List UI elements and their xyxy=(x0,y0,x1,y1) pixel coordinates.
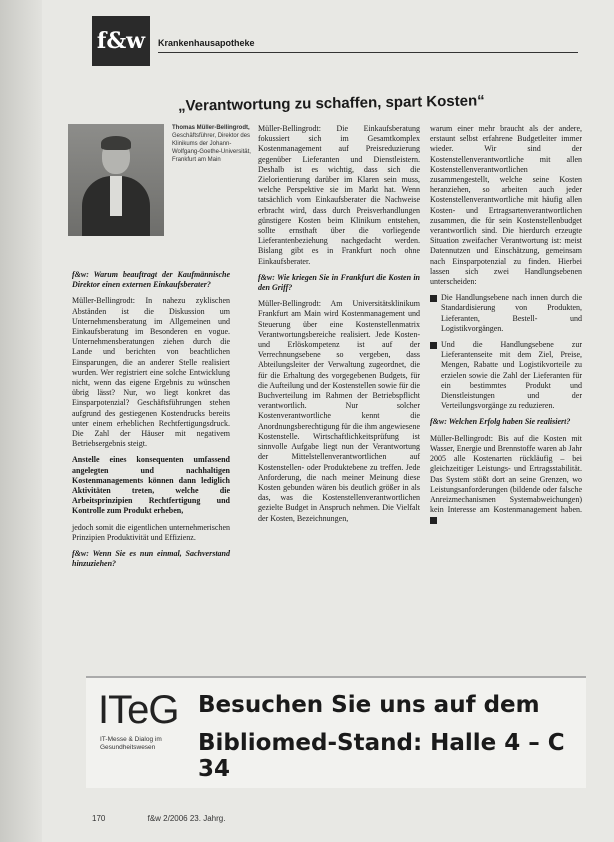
end-mark-icon xyxy=(430,517,437,524)
bullet-square-icon xyxy=(430,342,437,349)
header-rule xyxy=(158,52,578,53)
photo-caption xyxy=(172,124,254,164)
bullet-item-1: Die Handlungsebene nach innen durch die Standardisierung von Produkten, Lieferanten, Bestell- und Logistikvorgängen. xyxy=(430,293,582,334)
ad-headline-1: Besuchen Sie uns auf dem xyxy=(198,692,540,718)
ad-headline-2: Bibliomed-Stand: Halle 4 – C 34 xyxy=(198,730,565,782)
issue-info: f&w 2/2006 23. Jahrg. xyxy=(147,814,226,823)
question-4: f&w: Welchen Erfolg haben Sie realisiert? xyxy=(430,417,571,427)
caption-role: Geschäftsführer, Direktor des Klinikums der Johann-Wolfgang-Goethe-Universität, Frankfurt am Main xyxy=(172,133,251,163)
advertisement-banner xyxy=(86,676,586,788)
section-title: Krankenhausapotheke xyxy=(158,38,255,48)
question-1: f&w: Warum beauftragt der Kaufmännische Direktor einen externen Einkaufsberater? xyxy=(72,270,230,290)
page-number: 170 xyxy=(92,814,106,823)
fw-logo: f&w xyxy=(92,16,150,66)
caption-name: Thomas Müller-Bellingrodt, xyxy=(172,125,250,131)
answer-3: Müller-Bellingrodt: Am Universitätsklinikum Frankfurt am Main wird Kostenmanagement und Steuerung über eine Kostenstellenmatrix Verantwortungsbereiche realisiert. Jede Kosten- und Erlöskompetenz ist auf der Verrechnungsebene so vergeben, dass Abteilungsleiter der Verwaltung zugeordnet, die für die Erhaltung des vorgegebenen Budgets, für die Aufteilung und der Kostenstellen sowie für die Buchverteilung im Rahmen der Betriebspflicht verantwortlich. Nur solcher Kostenverantwortliche kennt die Anordnungsberechtigung für die ihm angewiesene Kostenstelle. Wirtschaftlichkeitsprüfung ist sinnvolle Aufgabe liegt nun der Verantwortung der Mittelstellenverantwortlichen auf Kostenstellen- oder Produktebene zu treffen. Jede Anforderung, die nach meiner Meinung diese Kosten gebunden wären bis deutlich größer in als das, was die Kostenstellenverantwortlichen gezielte Budget in Anspruch nehmen. Die Vielfalt der Kosten, Bezeichnungen, xyxy=(258,299,420,523)
answer-3-continued: warum einer mehr braucht als der andere, erstaunt selbst erfahrene Budgetleiter immer wieder. Wir sind der Kostenstellenverantwortliche mit allen Kostenstellenverantwortlichen zusammengestellt, welche seine Kosten heranziehen, so arbeiten auch jeder Kostenstellenverantwortliche mit häufig allen Kosten- und Ertragsartenverantwortlichen zusammen, die für sein Kostenstellenbudget verantwortlich sind. Die hierdurch erzeugte Situation zweifacher Verantwortung ist: meist Datennutzen und Einschätzung, gemeinsam nach Einsparpotenzial zu finden. Hierbei lassen sich zwei Handlungsebenen unterscheiden: xyxy=(430,124,582,287)
answer-1: Müller-Bellingrodt: In nahezu zyklischen Abständen ist die Diskussion um Unternehmensberatung im Allgemeinen und Einkaufsberatung im Besonderen en vogue. Unternehmensberatungen ziehen durch die Lande und berichten von beachtlichen Einsparungen, die an anderer Stelle realisiert wurden. Wer registriert eine solche Entwicklung nicht, wenn das eigene Ergebnis zu wünschen übrig lässt? Nur, wo liegt konkret das Einsparpotenzial? Geschäftsführungen stehen aufgrund des gestiegenen Kostendrucks bereits unter einem erheblichen Rechtfertigungsdruck. Die Zahl der Häuser mit negativem Betriebsergebnis steigt. xyxy=(72,296,230,449)
bullet-square-icon xyxy=(430,295,437,302)
bullet-item-2: Und die Handlungsebene zur Lieferantenseite mit dem Ziel, Preise, Mengen, Rabatte und Logistikvorteile zu erzielen sowie die Zahl der Lieferanten für ein bestimmtes Produkt und Dienstleistungen und der Verteilungsvorgänge zu reduzieren. xyxy=(430,340,582,411)
question-2: f&w: Wenn Sie es nun einmal, Sachverstand hinzuziehen? xyxy=(72,549,230,569)
highlight-paragraph: Anstelle eines konsequenten umfassend angelegten und nachhaltigen Kostenmanagements können dann lediglich Aktivitäten treten, welche die Arbeitsprinzipien Rechtfertigung und Kontrolle zum Produkt erheben, xyxy=(72,455,230,516)
answer-4: Müller-Bellingrodt: Bis auf die Kosten mit Wasser, Energie und Brennstoffe waren ab Jahr 2005 alle Kostenarten rückläufig – bei gleichzeitiger Leistungs- und Ertragsstabilität. Das System stößt dort an seine Grenzen, wo Leistungsanforderungen (bildende oder falsche Anreizmechanismen Systemabweichungen) kein Interesse am Kostenmanagement haben. xyxy=(430,434,582,526)
question-3: f&w: Wie kriegen Sie in Frankfurt die Kosten in den Griff? xyxy=(258,272,420,293)
column-3 xyxy=(430,124,582,532)
page-gutter-shadow xyxy=(0,0,42,842)
page-footer xyxy=(92,814,265,823)
portrait-photo xyxy=(68,124,164,236)
answer-2: Müller-Bellingrodt: Die Einkaufsberatung fokussiert sich im Gesamtkomplex Kostenmanagement auf Preisreduzierung gegenüber Lieferanten und Dienstleistern. Deshalb ist es wichtig, dass sich die Zielorientierung darüber im Klaren sein muss, welche Perspektive sie im Markt hat. Wenn tatsächlich vom Einkaufsberater die Nachweise erbracht wird, dass durch Preisverhandlungen günstigere Kosten beim Klinikum entstehen, sollte ernsthaft über die vorliegende Lieferantenbeziehung nachgedacht werden. Bislang gibt es in Frankfurt noch ohne Einkaufsberater. xyxy=(258,124,420,266)
iteg-subtitle: IT-Messe & Dialog im Gesundheitswesen xyxy=(100,736,162,751)
column-1 xyxy=(72,270,230,575)
answer-1b: jedoch somit die eigentlichen unternehmerischen Prinzipien Produktivität und Effizienz. xyxy=(72,522,230,542)
column-2 xyxy=(258,124,420,530)
article-headline: „Verantwortung zu schaffen, spart Kosten“ xyxy=(177,92,485,115)
iteg-logo: ITeG xyxy=(98,688,179,732)
